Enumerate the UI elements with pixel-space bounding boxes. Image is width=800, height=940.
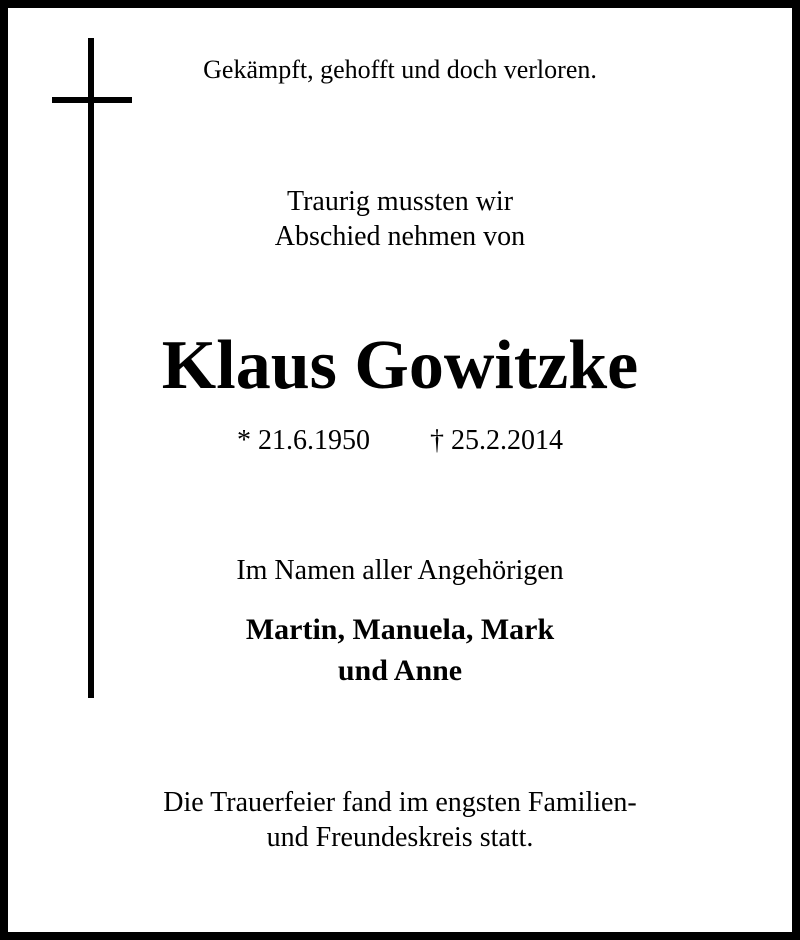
funeral-notice <box>0 785 800 855</box>
cross-horizontal-bar <box>52 97 132 103</box>
birth-date: * 21.6.1950 <box>237 425 370 456</box>
intro-text <box>0 184 800 254</box>
family-names <box>0 609 800 691</box>
notice-line-2: und Freundeskreis statt. <box>266 822 534 853</box>
family-line-2: und Anne <box>337 654 463 687</box>
notice-line-1: Die Trauerfeier fand im engsten Familien- <box>163 787 637 818</box>
deceased-name: Klaus Gowitzke <box>161 327 639 404</box>
death-date: † 25.2.2014 <box>430 425 563 456</box>
family-line-1: Martin, Manuela, Mark <box>245 613 555 646</box>
intro-line-2: Abschied nehmen von <box>274 221 526 252</box>
on-behalf-text: Im Namen aller Angehörigen <box>236 555 564 586</box>
life-dates <box>0 424 800 458</box>
motto: Gekämpft, gehofft und doch verloren. <box>203 55 597 84</box>
intro-line-1: Traurig mussten wir <box>286 186 514 217</box>
